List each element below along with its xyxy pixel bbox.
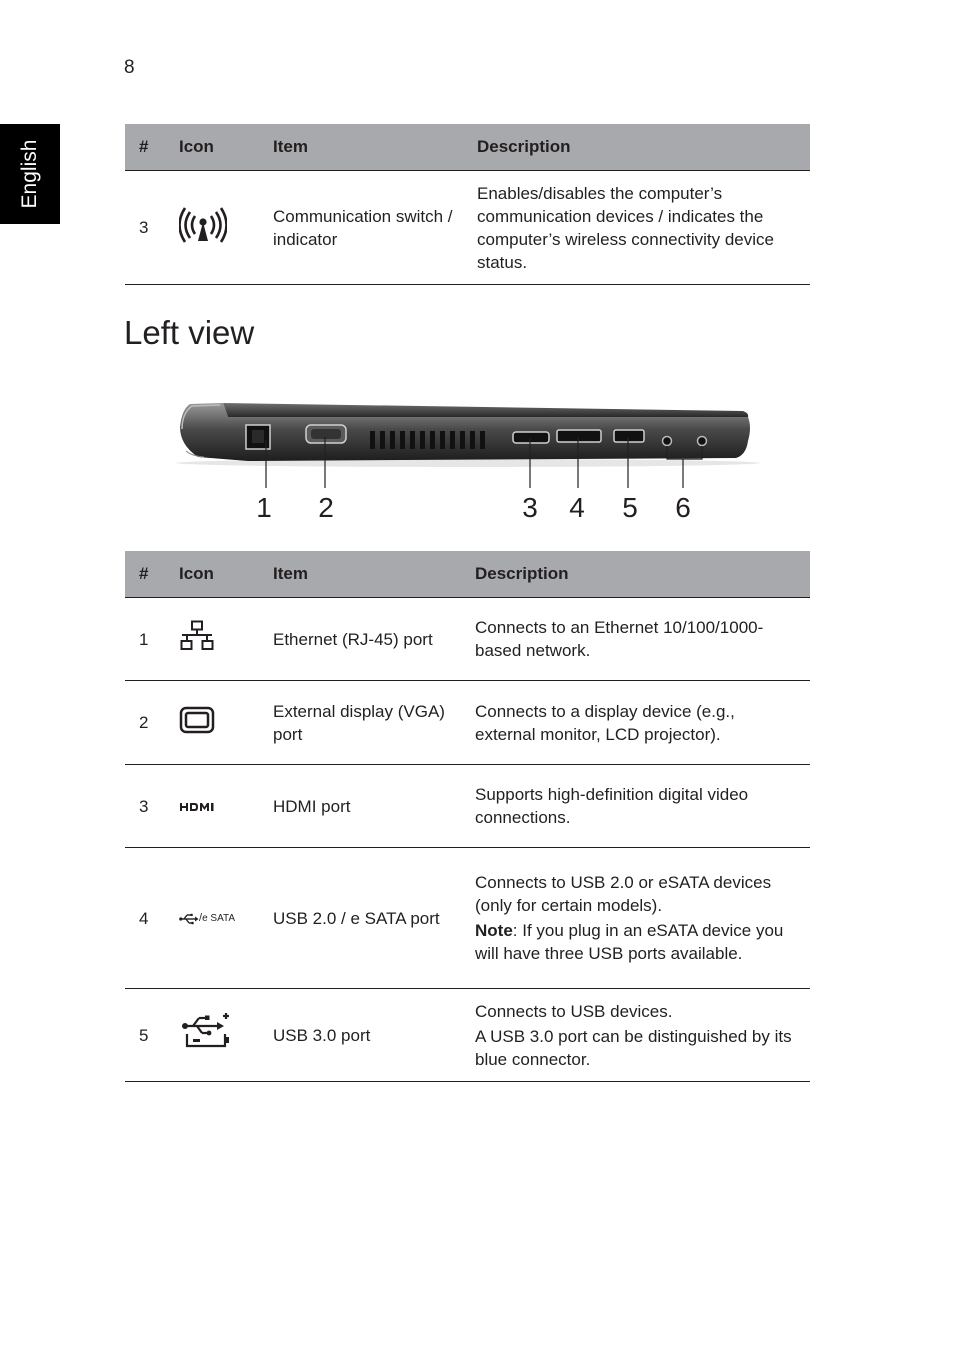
row-num: 5 <box>125 989 171 1082</box>
callout-2: 2 <box>318 492 334 523</box>
row-item: USB 2.0 / e SATA port <box>259 848 461 989</box>
header-description: Description <box>463 124 810 171</box>
usb-esata-icon: /e SATA <box>171 848 259 989</box>
callout-5: 5 <box>622 492 638 523</box>
header-item: Item <box>259 124 463 171</box>
row-description: Enables/disables the computer’s communication devices / indicates the computer’s wireless connectivity device status. <box>463 171 810 285</box>
left-view-figure <box>168 395 768 525</box>
header-icon: Icon <box>171 124 259 171</box>
wireless-icon <box>171 171 259 285</box>
row-item: Communication switch / indicator <box>259 171 463 285</box>
header-num: # <box>125 124 171 171</box>
row-description: Connects to USB 2.0 or eSATA devices (only for certain models). <box>475 873 772 915</box>
table-left-view-ports <box>125 551 810 1082</box>
callout-1: 1 <box>256 492 272 523</box>
row-num: 3 <box>125 171 171 285</box>
row-description: Supports high-definition digital video connections. <box>461 765 810 848</box>
language-tab-label: English <box>18 139 41 209</box>
table-row <box>125 848 810 989</box>
row-description: Connects to an Ethernet 10/100/1000-based network. <box>461 598 810 681</box>
callout-6: 6 <box>675 492 691 523</box>
usb-esata-port <box>557 430 601 442</box>
row-num: 3 <box>125 765 171 848</box>
row-description: Connects to a display device (e.g., external monitor, LCD projector). <box>461 681 810 765</box>
table-front-controls <box>125 124 810 285</box>
ethernet-icon <box>171 598 259 681</box>
row-num: 1 <box>125 598 171 681</box>
header-num: # <box>125 551 171 598</box>
row-item: USB 3.0 port <box>259 989 461 1082</box>
vga-port <box>306 425 346 443</box>
row-note: A USB 3.0 port can be distinguished by its blue connector. <box>475 1026 792 1069</box>
row-note <box>475 919 800 965</box>
usb-esata-icon-label: e SATA <box>202 913 236 924</box>
table-row <box>125 765 810 848</box>
note-label: Note <box>475 921 513 940</box>
row-num: 2 <box>125 681 171 765</box>
row-num: 4 <box>125 848 171 989</box>
note-text: : If you plug in an eSATA device you will have three USB ports available. <box>475 921 784 963</box>
table-header-row <box>125 551 810 598</box>
table-row <box>125 681 810 765</box>
header-icon: Icon <box>171 551 259 598</box>
usb3-port <box>614 430 644 442</box>
usb3-icon <box>171 989 259 1082</box>
header-item: Item <box>259 551 461 598</box>
table-row <box>125 171 810 285</box>
row-description-cell <box>461 989 810 1082</box>
section-title: Left view <box>124 314 255 351</box>
language-tab <box>0 124 60 224</box>
table-row <box>125 598 810 681</box>
table-header-row <box>125 124 810 171</box>
callout-4: 4 <box>569 492 585 523</box>
row-description: Connects to USB devices. <box>475 1001 673 1021</box>
page-number: 8 <box>124 57 135 78</box>
vga-icon <box>171 681 259 765</box>
row-item: HDMI port <box>259 765 461 848</box>
table-row <box>125 989 810 1082</box>
header-description: Description <box>461 551 810 598</box>
row-item: External display (VGA) port <box>259 681 461 765</box>
hdmi-icon <box>171 765 259 848</box>
hdmi-port <box>513 432 549 443</box>
row-description-cell <box>461 848 810 989</box>
row-item: Ethernet (RJ-45) port <box>259 598 461 681</box>
callout-3: 3 <box>522 492 538 523</box>
